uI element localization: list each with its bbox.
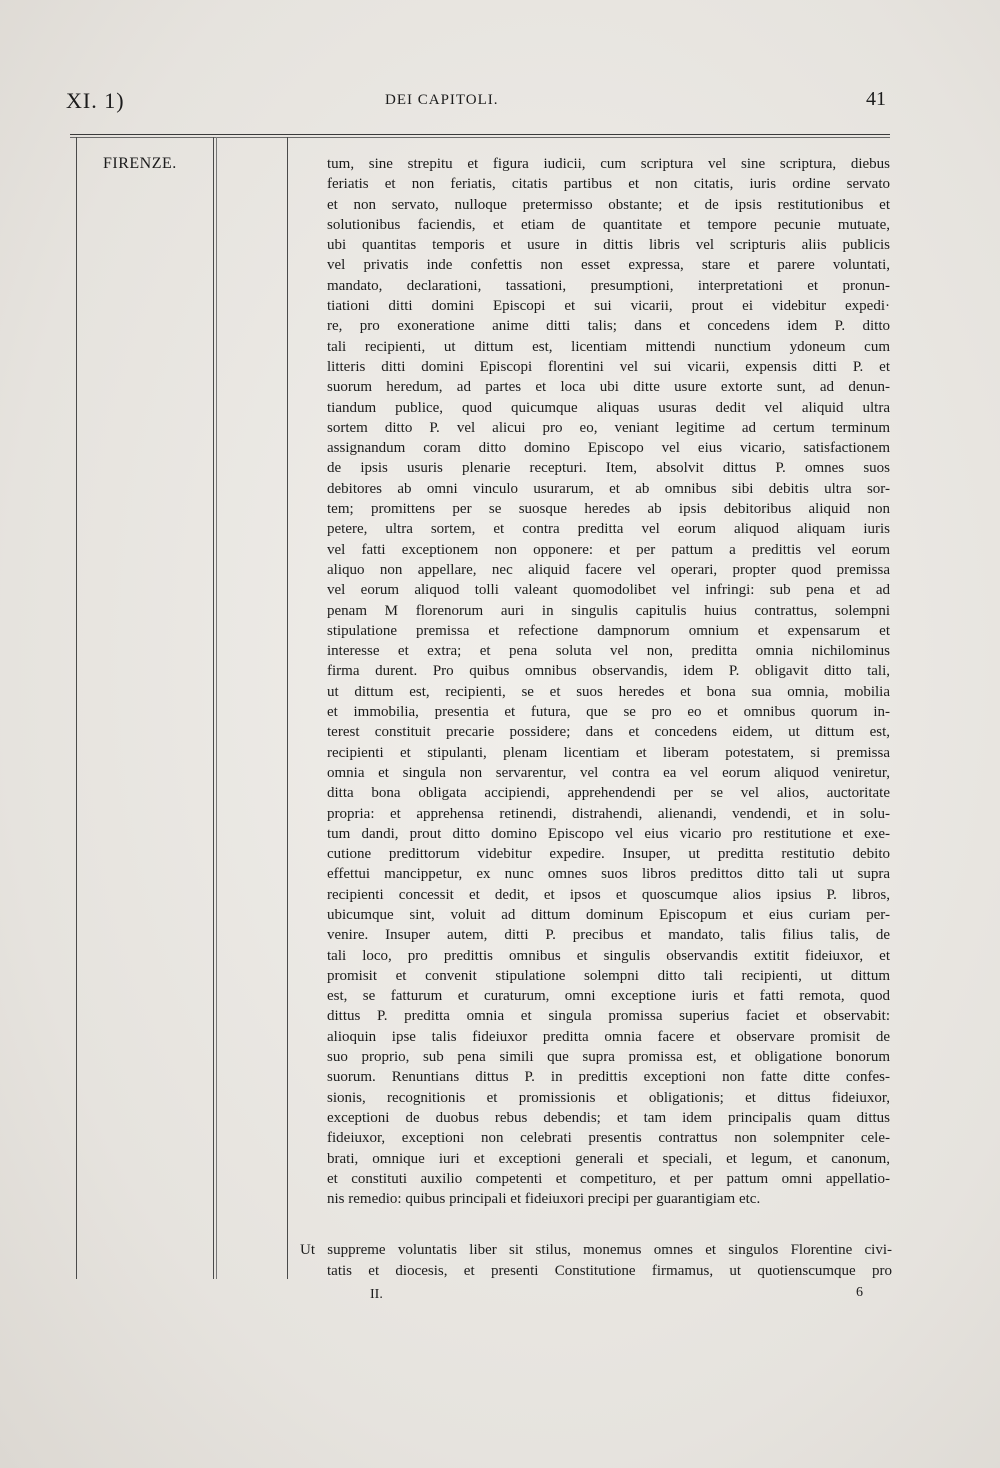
text-line: stipulatione premissa et refectione dampnorum omnium et expensarum et — [327, 622, 890, 639]
text-line: tiationi ditti domini Episcopi et sui vicarii, prout ei videbitur expedi· — [327, 298, 890, 315]
text-line: et non servato, nulloque pretermisso obstante; et de ipsis restitutionibus et — [327, 196, 890, 213]
text-line: mandato, declarationi, tassationi, presumptioni, interpretationi et pronun- — [327, 277, 890, 294]
column-rule-1 — [76, 137, 77, 1279]
text-line: de ipsis usuris plenarie recepturi. Item, absolvit dittus P. omnes suos — [327, 460, 890, 477]
text-line: aliquo non appellare, nec aliquid facere vel operari, propter quod premissa — [327, 561, 890, 578]
text-line: tali recipienti, ut dittum est, licentiam mittendi nunctium ydoneum cum — [327, 338, 890, 355]
margin-city-label: FIRENZE. — [103, 155, 177, 172]
text-line: nis remedio: quibus principali et fideiuxori precipi per guarantigiam etc. — [327, 1191, 761, 1208]
second-paragraph — [300, 1240, 892, 1282]
column-rule-2 — [213, 137, 214, 1279]
text-line: propria: et apprehensa retinendi, distrahendi, alienandi, vendendi, et in solu- — [327, 805, 890, 822]
text-line: interesse et extra; et pena soluta vel non, preditta omnia nichilominus — [327, 643, 890, 660]
text-line: et constituti auxilio competenti et competituro, et per pattum omni appellatio- — [327, 1170, 890, 1187]
text-line: vel eorum aliquod tolli valeant quomodolibet vel infringi: sub pena et ad — [327, 582, 890, 599]
text-line: venire. Insuper autem, ditti P. precibus et mandato, talis filius talis, de — [327, 927, 890, 944]
running-head: DEI CAPITOLI. — [385, 92, 499, 108]
text-line: tum, sine strepitu et figura iudicii, cum scriptura vel sine scriptura, diebus — [327, 156, 890, 172]
text-line: tem; promittens per se suosque heredes ab ipsis debitoribus aliquid non — [327, 501, 890, 518]
signature-mark: II. — [370, 1287, 383, 1302]
text-line: cutione predittorum videbitur expedire. Insuper, ut preditta restitutio debito — [327, 846, 890, 863]
text-line: omnia et singula non servarentur, vel contra ea vel eorum aliquod veniretur, — [327, 764, 890, 781]
text-line: penam M florenorum auri in singulis capitulis huius contrattus, solempni — [327, 602, 890, 619]
text-line: suorum heredum, ad partes et loca ubi ditte usure extorte sunt, ad denun- — [327, 379, 890, 396]
text-line: promisit et convenit stipulatione solempni ditto tali recipienti, ut dittum — [327, 967, 890, 984]
column-rule-4 — [287, 137, 288, 1279]
text-line: fideiuxor, exceptioni non celebrati presentis contrattus non solempniter cele- — [327, 1130, 890, 1147]
show-through-text — [78, 150, 318, 1270]
text-line: debitores ab omni vinculo usurarum, et ab omnibus sibi debitis ultra sor- — [327, 480, 890, 497]
text-line: feriatis et non feriatis, citatis partibus et non citatis, iuris ordine servato — [327, 176, 890, 193]
paragraph-line: Ut suppreme voluntatis liber sit stilus, monemus omnes et singulos Florentine civi- — [300, 1242, 892, 1258]
text-line: alioquin ipse talis fideiuxor preditta omnia facere et observare promisit de — [327, 1028, 890, 1045]
text-line: et immobilia, presentia et futura, que se pro eo et omnibus quorum in- — [327, 704, 890, 721]
page-number: 41 — [866, 88, 886, 110]
text-line: re, pro exoneratione anime ditti talis; dans et concedens idem P. ditto — [327, 318, 890, 335]
main-text-block — [327, 154, 890, 1209]
text-line: sionis, recognitionis et promissionis et obligationis; et dittus fideiuxor, — [327, 1089, 890, 1106]
text-line: ubicumque sint, voluit ad dittum dominum Episcopum et eius curiam per- — [327, 906, 890, 923]
header-rule — [70, 134, 890, 135]
text-line: petere, ultra sortem, et contra preditta vel eorum aliquod aliquam iuris — [327, 521, 890, 538]
text-line: vel privatis inde confettis non esset expressa, stare et parere voluntati, — [327, 257, 890, 274]
text-line: solutionibus faciendis, et etiam de quantitate et tempore pecunie mutuate, — [327, 216, 890, 233]
text-line: tum dandi, prout ditto domino Episcopo vel eius vicario pro restitutione et exe- — [327, 825, 890, 842]
text-line: effettui mancippetur, ex nunc omnes suos libros predittos ditto tali ut supra — [327, 866, 890, 883]
text-line: exceptioni de duobus rebus debendis; et tam idem principalis quam dittus — [327, 1109, 890, 1126]
text-line: tiandum publice, quod quicumque aliquas usuras dedit vel aliquid ultra — [327, 399, 890, 416]
text-line: assignandum coram ditto domino Episcopo vel eius vicario, satisfactionem — [327, 440, 890, 457]
sheet-number: 6 — [856, 1285, 863, 1300]
text-line: sortem ditto P. vel alicui pro eo, veniant legitime ad certum terminum — [327, 419, 890, 436]
text-line: ditta bona obligata accipiendi, apprehendendi per se vel alios, auctoritate — [327, 785, 890, 802]
text-line: firma durent. Pro quibus omnibus observandis, idem P. obligavit ditto tali, — [327, 663, 890, 680]
text-line: terest constituit precarie possidere; dans et concedens eidem, ut dittum est, — [327, 724, 890, 741]
section-number: XI. 1) — [66, 88, 125, 113]
text-line: suo proprio, sub pena simili que supra promissa est, et obligatione bonorum — [327, 1049, 890, 1066]
text-line: recipienti concessit et dedit, et ipsos et quoscumque alios ipsius P. libros, — [327, 886, 890, 903]
text-line: brati, omnique iuri et exceptioni generali et speciali, et legum, et canonum, — [327, 1150, 890, 1167]
text-line: est, se fatturum et curaturum, omni exceptione iuris et fatti remota, quod — [327, 988, 890, 1005]
text-line: ubi quantitas temporis et usure in dittis libris vel scripturis aliis publicis — [327, 237, 890, 254]
text-line: suorum. Renuntians dittus P. in predittis exceptioni non fatte ditte confes- — [327, 1069, 890, 1086]
text-line: tali loco, pro predittis omnibus et singulis observandis extitit fideiuxor, et — [327, 947, 890, 964]
text-line: dittus P. preditta omnia et singula promissa superius faciet et observabit: — [327, 1008, 890, 1025]
text-line: recipienti et stipulanti, plenam licentiam et liberam potestatem, si premissa — [327, 744, 890, 761]
column-rule-3 — [216, 137, 217, 1279]
text-line: litteris ditti domini Episcopi florentini vel sui vicarii, expensis ditti P. et — [327, 358, 890, 375]
text-line: vel fatti exceptionem non opponere: et per pattum a predittis vel eorum — [327, 541, 890, 558]
paragraph-line: tatis et diocesis, et presenti Constitutione firmamus, ut quotienscumque pro — [327, 1263, 892, 1279]
text-line: ut dittum est, recipienti, se et suos heredes et bona sua omnia, mobilia — [327, 683, 890, 700]
header-rule-secondary — [70, 137, 890, 138]
